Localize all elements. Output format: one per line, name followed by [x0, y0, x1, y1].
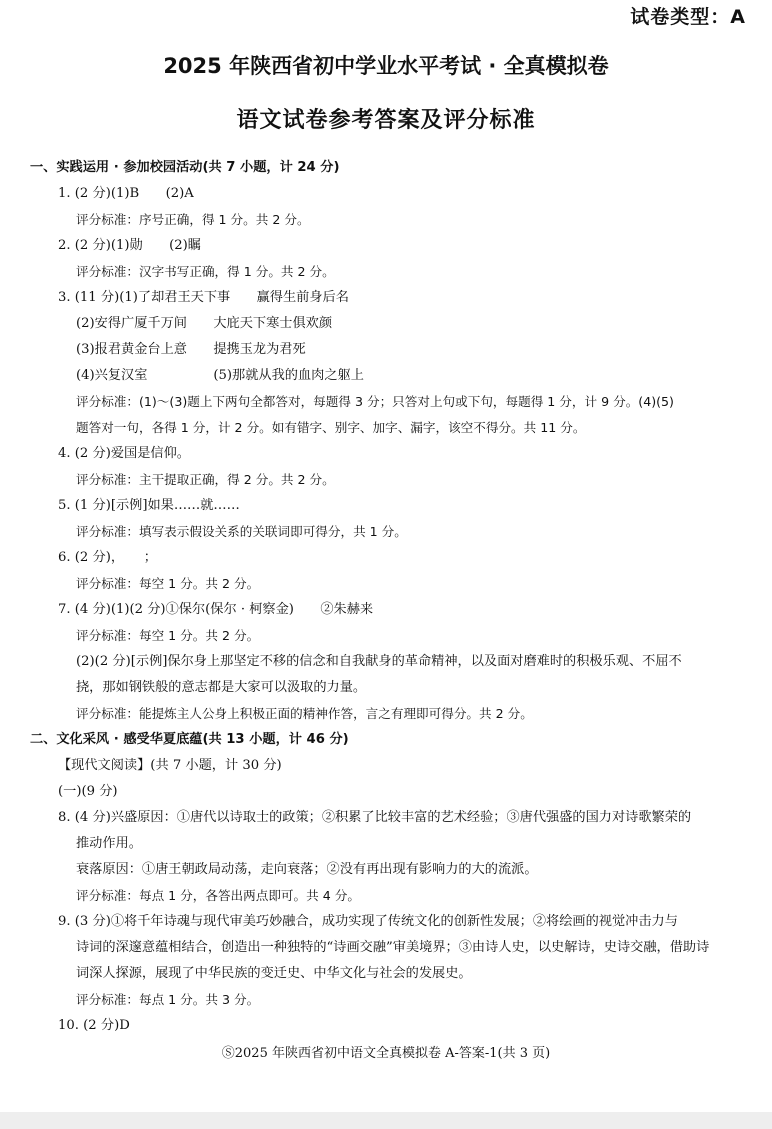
- scoring-criteria-line: 评分标准：每点 1 分。共 3 分。: [76, 992, 260, 1007]
- answer-line: 【现代文阅读】(共 7 小题，计 30 分): [58, 758, 282, 773]
- answer-line: (一)(9 分): [58, 784, 118, 799]
- answer-line: 3. (11 分)(1)了却君王天下事 赢得生前身后名: [58, 290, 349, 305]
- answer-line: 诗词的深邃意蕴相结合，创造出一种独特的“诗画交融”审美境界；③由诗人史，以史解诗，史诗交融，借助诗: [76, 940, 710, 955]
- answer-line: (2)(2 分)[示例]保尔身上那坚定不移的信念和自我献身的革命精神，以及面对磨难时的积极乐观、不屈不: [76, 654, 682, 669]
- answer-line: (2)安得广厦千万间 大庇天下寒士俱欢颜: [76, 316, 333, 331]
- scoring-criteria-line: 评分标准：序号正确，得 1 分。共 2 分。: [76, 212, 310, 227]
- bottom-gray-bar: [0, 1112, 772, 1129]
- answer-line: 衰落原因：①唐王朝政局动荡，走向衰落；②没有再出现有影响力的大的流派。: [76, 862, 538, 877]
- scoring-criteria-line: 评分标准：主干提取正确，得 2 分。共 2 分。: [76, 472, 335, 487]
- answer-line: (4)兴复汉室 (5)那就从我的血肉之躯上: [76, 368, 364, 383]
- answer-line: 6. (2 分)， ；: [58, 550, 157, 565]
- scoring-criteria-line: 评分标准：汉字书写正确，得 1 分。共 2 分。: [76, 264, 335, 279]
- answer-line: 8. (4 分)兴盛原因：①唐代以诗取士的政策；②积累了比较丰富的艺术经验；③唐代强盛的国力对诗歌繁荣的: [58, 810, 692, 825]
- scoring-criteria-line: 评分标准：每空 1 分。共 2 分。: [76, 576, 260, 591]
- document-subtitle: 语文试卷参考答案及评分标准: [236, 108, 536, 133]
- scoring-criteria-line: 评分标准：填写表示假设关系的关联词即可得分，共 1 分。: [76, 524, 407, 539]
- scoring-criteria-line: 评分标准：每空 1 分。共 2 分。: [76, 628, 260, 643]
- answer-line: 1. (2 分)(1)B (2)A: [58, 186, 194, 201]
- answer-content: [30, 155, 752, 1039]
- scoring-criteria-line: 评分标准：每点 1 分，各答出两点即可。共 4 分。: [76, 888, 360, 903]
- scoring-criteria-line: 题答对一句，各得 1 分，计 2 分。如有错字、别字、加字、漏字，该空不得分。共 11 分。: [76, 420, 586, 435]
- answer-line: 10. (2 分)D: [58, 1018, 130, 1033]
- answer-line: 9. (3 分)①将千年诗魂与现代审美巧妙融合，成功实现了传统文化的创新性发展；②将绘画的视觉冲击力与: [58, 914, 678, 929]
- scoring-criteria-line: 评分标准：(1)～(3)题上下两句全都答对，每题得 3 分；只答对上句或下句，每题得 1 分，计 9 分。(4)(5): [76, 394, 674, 409]
- answer-line: 词深人探源，展现了中华民族的变迁史、中华文化与社会的发展史。: [76, 966, 472, 981]
- answer-line: 推动作用。: [76, 836, 142, 851]
- section-heading: 一、实践运用 · 参加校园活动(共 7 小题，计 24 分): [30, 160, 340, 175]
- answer-line: 2. (2 分)(1)勋 (2)瞩: [58, 238, 201, 253]
- answer-line: 挠，那如钢铁般的意志都是大家可以汲取的力量。: [76, 680, 367, 695]
- answer-line: (3)报君黄金台上意 提携玉龙为君死: [76, 342, 306, 357]
- answer-line: 7. (4 分)(1)(2 分)①保尔(保尔 · 柯察金) ②朱赫来: [58, 602, 374, 617]
- answer-line: 4. (2 分)爱国是信仰。: [58, 446, 190, 461]
- scoring-criteria-line: 评分标准：能提炼主人公身上积极正面的精神作答，言之有理即可得分。共 2 分。: [76, 706, 533, 721]
- paper-type-label: 试卷类型：A: [630, 6, 746, 28]
- section-heading: 二、文化采风 · 感受华夏底蕴(共 13 小题，计 46 分): [30, 732, 349, 747]
- page-footer: Ⓢ2025 年陕西省初中语文全真模拟卷 A-答案-1(共 3 页): [221, 1046, 551, 1061]
- exam-title: 2025 年陕西省初中学业水平考试 · 全真模拟卷: [163, 54, 609, 78]
- answer-line: 5. (1 分)[示例]如果……就……: [58, 498, 240, 513]
